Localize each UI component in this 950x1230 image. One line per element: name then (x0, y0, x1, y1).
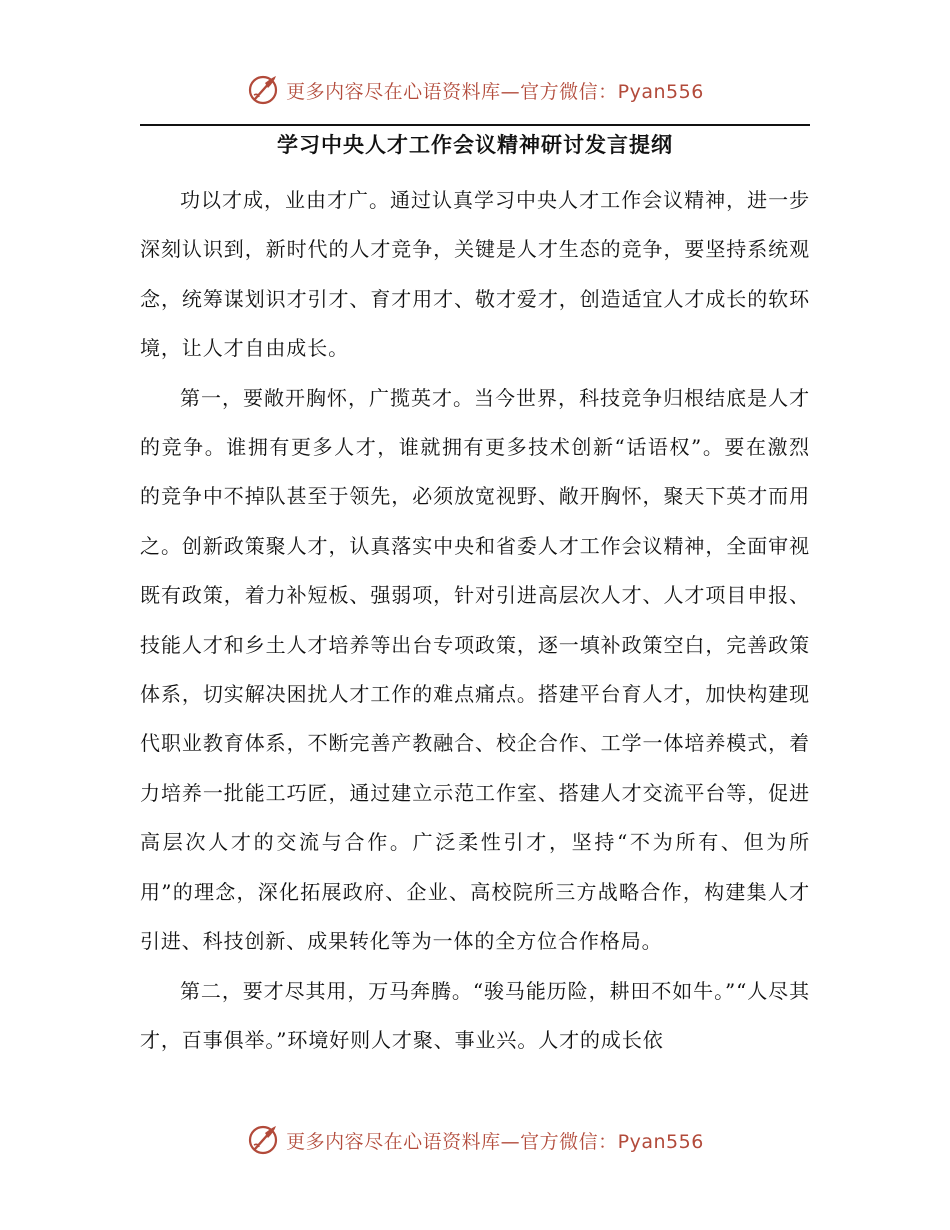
header-banner-text: 更多内容尽在心语资料库—官方微信：Pyan556 (286, 80, 704, 103)
footer-banner-text: 更多内容尽在心语资料库—官方微信：Pyan556 (286, 1130, 704, 1153)
quill-seal-logo-icon (246, 1123, 280, 1157)
paragraph-3: 第二，要才尽其用，万马奔腾。“骏马能历险，耕田不如牛。”“人尽其才，百事俱举。”环境好则人才聚、事业兴。人才的成长依 (140, 978, 810, 1052)
header-banner (0, 70, 950, 110)
paragraph-1: 功以才成，业由才广。通过认真学习中央人才工作会议精神，进一步深刻认识到，新时代的人才竞争，关键是人才生态的竞争，要坚持系统观念，统筹谋划识才引才、育才用才、敬才爱才，创造适宜人才成长的软环境，让人才自由成长。 (140, 188, 810, 361)
quill-seal-logo-icon (246, 73, 280, 107)
document-body (140, 176, 810, 1065)
document-title: 学习中央人才工作会议精神研讨发言提纲 (277, 133, 673, 157)
header-divider (140, 124, 810, 126)
paragraph-2: 第一，要敞开胸怀，广揽英才。当今世界，科技竞争归根结底是人才的竞争。谁拥有更多人才，谁就拥有更多技术创新“话语权”。要在激烈的竞争中不掉队甚至于领先，必须放宽视野、敞开胸怀，聚天下英才而用之。创新政策聚人才，认真落实中央和省委人才工作会议精神，全面审视既有政策，着力补短板、强弱项，针对引进高层次人才、人才项目申报、技能人才和乡土人才培养等出台专项政策，逐一填补政策空白，完善政策体系，切实解决困扰人才工作的难点痛点。搭建平台育人才，加快构建现代职业教育体系，不断完善产教融合、校企合作、工学一体培养模式，着力培养一批能工巧匠，通过建立示范工作室、搭建人才交流平台等，促进高层次人才的交流与合作。广泛柔性引才，坚持“不为所有、但为所用”的理念，深化拓展政府、企业、高校院所三方战略合作，构建集人才引进、科技创新、成果转化等为一体的全方位合作格局。 (140, 385, 810, 954)
footer-banner (0, 1120, 950, 1160)
